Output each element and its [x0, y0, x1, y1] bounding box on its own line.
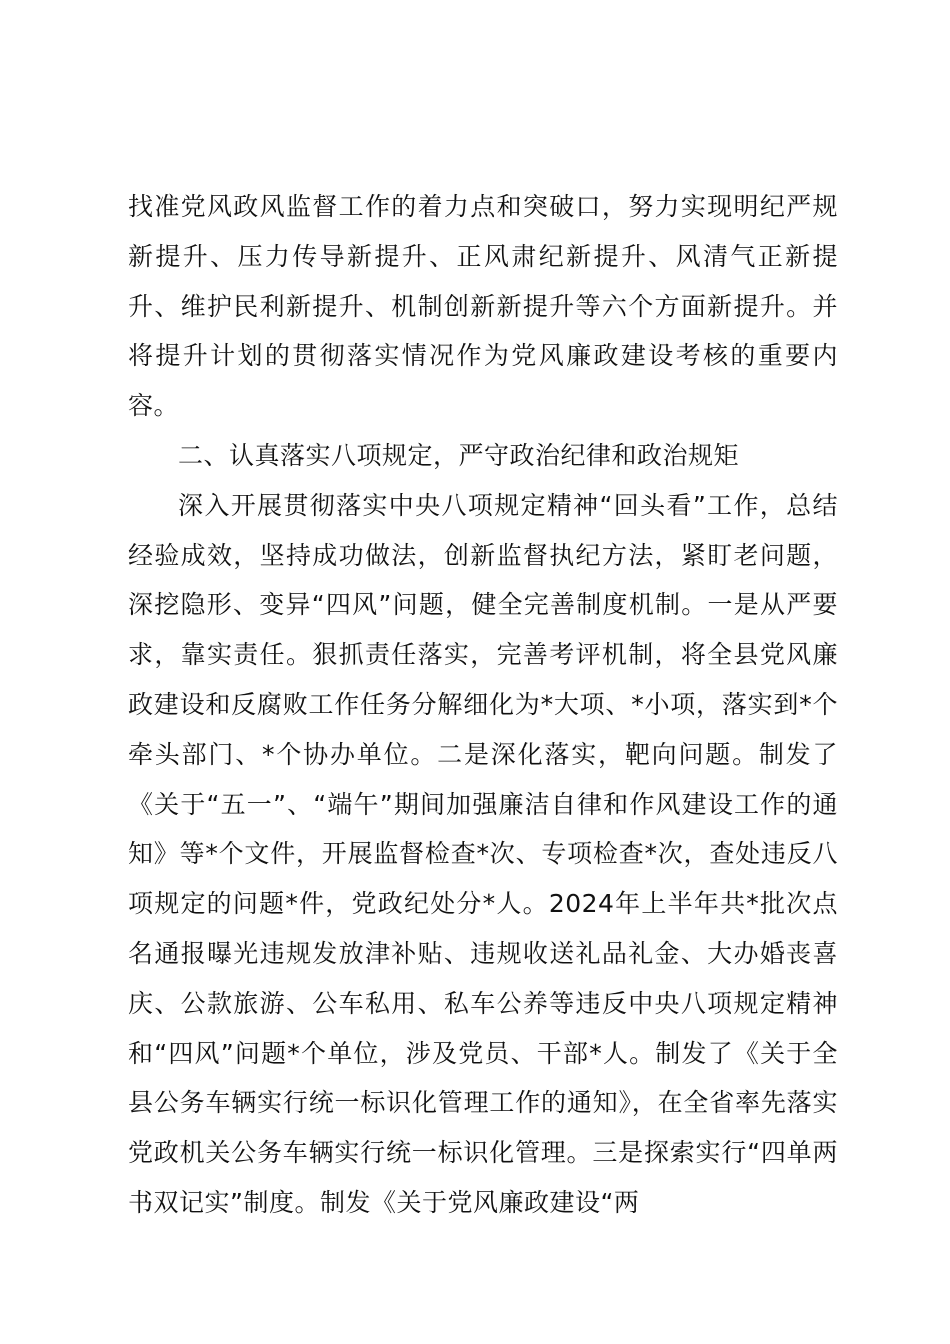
- paragraph-continuation: 找准党风政风监督工作的着力点和突破口，努力实现明纪严规新提升、压力传导新提升、正风肃纪新提升、风清气正新提升、维护民利新提升、机制创新新提升等六个方面新提升。并将提升计划的贯彻落实情况作为党风廉政建设考核的重要内容。: [128, 192, 838, 421]
- section-heading: 二、认真落实八项规定，严守政治纪律和政治规矩: [178, 440, 740, 470]
- document-body: [128, 182, 838, 1228]
- paragraph-body: 深入开展贯彻落实中央八项规定精神“回头看”工作，总结经验成效，坚持成功做法，创新监督执纪方法，紧盯老问题，深挖隐形、变异“四风”问题，健全完善制度机制。一是从严要求，靠实责任。狠抓责任落实，完善考评机制，将全县党风廉政建设和反腐败工作任务分解细化为*大项、*小项，落实到*个牵头部门、*个协办单位。二是深化落实，靶向问题。制发了《关于“五一”、“端午”期间加强廉洁自律和作风建设工作的通知》等*个文件，开展监督检查*次、专项检查*次，查处违反八项规定的问题*件，党政纪处分*人。2024年上半年共*批次点名通报曝光违规发放津补贴、违规收送礼品礼金、大办婚丧喜庆、公款旅游、公车私用、私车公养等违反中央八项规定精神和“四风”问题*个单位，涉及党员、干部*人。制发了《关于全县公务车辆实行统一标识化管理工作的通知》，在全省率先落实党政机关公务车辆实行统一标识化管理。三是探索实行“四单两书双记实”制度。制发《关于党风廉政建设“两: [128, 490, 838, 1217]
